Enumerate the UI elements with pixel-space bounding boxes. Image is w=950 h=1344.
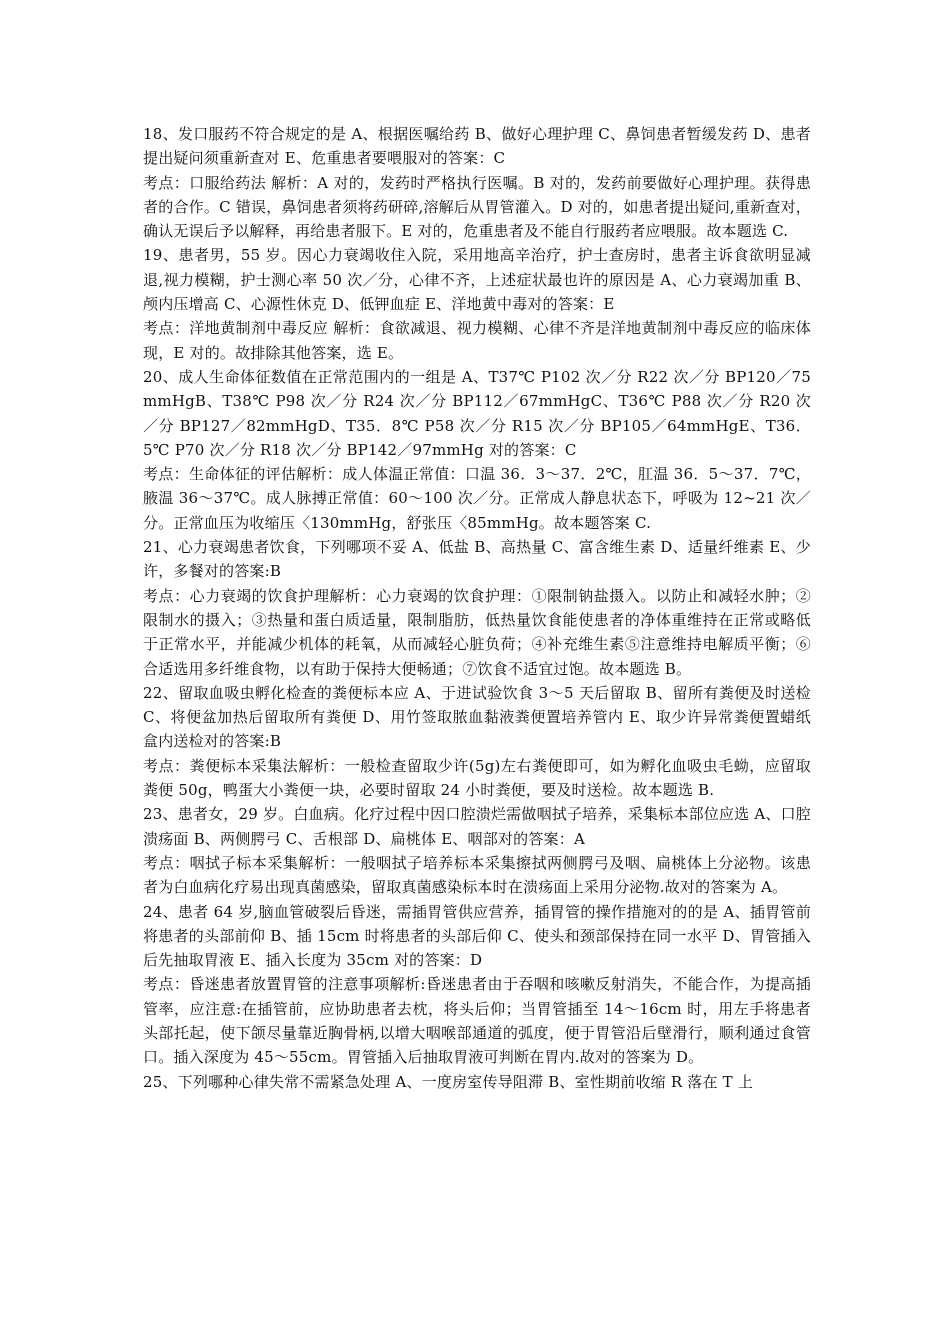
question-24: 24、患者 64 岁,脑血管破裂后昏迷，需插胃管供应营养，插胃管的操作措施对的的是 A、插胃管前将患者的头部前仰 B、插 15cm 时将患者的头部后仰 C、使头和颈部保持在同一水平 D、胃管插入后先抽取胃液 E、插入长度为 35cm 对的答案：D (143, 902, 811, 970)
explanation-23: 考点：咽拭子标本采集解析：一般咽拭子培养标本采集擦拭两侧腭弓及咽、扁桃体上分泌物。该患者为白血病化疗易出现真菌感染，留取真菌感染标本时在溃疡面上采用分泌物.故对的答案为 A。 (143, 853, 811, 897)
question-25: 25、下列哪种心律失常不需紧急处理 A、一度房室传导阻滞 B、室性期前收缩 R 落在 T 上 (143, 1072, 754, 1091)
question-21: 21、心力衰竭患者饮食，下列哪项不妥 A、低盐 B、高热量 C、富含维生素 D、适量纤维素 E、少许，多餐对的答案:B (143, 538, 811, 581)
explanation-19: 考点：洋地黄制剂中毒反应 解析：食欲减退、视力模糊、心律不齐是洋地黄制剂中毒反应的临床体现，E 对的。故排除其他答案，选 E。 (143, 319, 811, 362)
explanation-24: 考点：昏迷患者放置胃管的注意事项解析:昏迷患者由于吞咽和咳嗽反射消失，不能合作，为提高插管率，应注意:在插管前，应协助患者去枕，将头后仰；当胃管插至 14～16cm 时，用左手将患者头部托起，使下颌尽量靠近胸骨柄,以增大咽喉部通道的弧度，便于胃管沿后壁滑行，顺利通过食管口。插入深度为 45～55cm。胃管插入后抽取胃液可判断在胃内.故对的答案为 D。 (143, 975, 811, 1067)
explanation-22: 考点：粪便标本采集法解析：一般检查留取少许(5g)左右粪便即可，如为孵化血吸虫毛蚴，应留取粪便 50g，鸭蛋大小粪便一块，必要时留取 24 小时粪便，要及时送检。故本题选 B. (143, 756, 811, 800)
explanation-18: 考点：口服给药法 解析：A 对的，发药时严格执行医嘱。B 对的，发药前要做好心理护理。获得患者的合作。C 错误，鼻饲患者须将药研碎,溶解后从胃管灌入。D 对的，如患者提出疑问,重新查对，确认无误后予以解释，再给患者服下。E 对的，危重患者及不能自行服药者应喂服。故本题选 C. (143, 173, 811, 241)
question-18: 18、发口服药不符合规定的是 A、根据医嘱给药 B、做好心理护理 C、鼻饲患者暂缓发药 D、患者提出疑问须重新查对 E、危重患者要喂服对的答案：C (143, 125, 811, 168)
question-22: 22、留取血吸虫孵化检查的粪便标本应 A、于进试验饮食 3～5 天后留取 B、留所有粪便及时送检 C、将便盆加热后留取所有粪便 D、用竹签取脓血黏液粪便置培养管内 E、取少许异常粪便置蜡纸盒内送检对的答案:B (143, 683, 811, 751)
question-19: 19、患者男，55 岁。因心力衰竭收住入院，采用地高辛治疗，护士查房时，患者主诉食欲明显减退,视力模糊，护士测心率 50 次／分，心律不齐，上述症状最也许的原因是 A、心力衰竭加重 B、颅内压增高 C、心源性休克 D、低钾血症 E、洋地黄中毒对的答案：E (143, 246, 811, 314)
explanation-21: 考点：心力衰竭的饮食护理解析：心力衰竭的饮食护理：①限制钠盐摄入。以防止和减轻水肿；②限制水的摄入；③热量和蛋白质适量，限制脂肪，低热量饮食能使患者的净体重维持在正常或略低于正常水平，并能减少机体的耗氧，从而减轻心脏负荷；④补充维生素⑤注意维持电解质平衡；⑥合适选用多纤维食物，以有助于保持大便畅通；⑦饮食不适宜过饱。故本题选 B。 (143, 586, 811, 678)
explanation-20: 考点：生命体征的评估解析：成人体温正常值：口温 36．3～37．2℃，肛温 36．5～37．7℃，腋温 36～37℃。成人脉搏正常值：60～100 次／分。正常成人静息状态下，呼吸为 12~21 次／分。正常血压为收缩压〈130mmHg，舒张压〈85mmHg。故本题答案 C. (143, 465, 811, 532)
question-20: 20、成人生命体征数值在正常范围内的一组是 A、T37℃ P102 次／分 R22 次／分 BP120／75mmHgB、T38℃ P98 次／分 R24 次／分 BP112／67mmHgC、T36℃ P88 次／分 R20 次／分 BP127／82mmHgD、T35．8℃ P58 次／分 R15 次／分 BP105／64mmHgE、T36．5℃ P70 次／分 R18 次／分 BP142／97mmHg 对的答案：C (143, 367, 811, 459)
document-page (143, 122, 811, 1094)
question-23: 23、患者女，29 岁。白血病。化疗过程中因口腔溃烂需做咽拭子培养，采集标本部位应选 A、口腔溃疡面 B、两侧腭弓 C、舌根部 D、扁桃体 E、咽部对的答案：A (143, 805, 811, 848)
